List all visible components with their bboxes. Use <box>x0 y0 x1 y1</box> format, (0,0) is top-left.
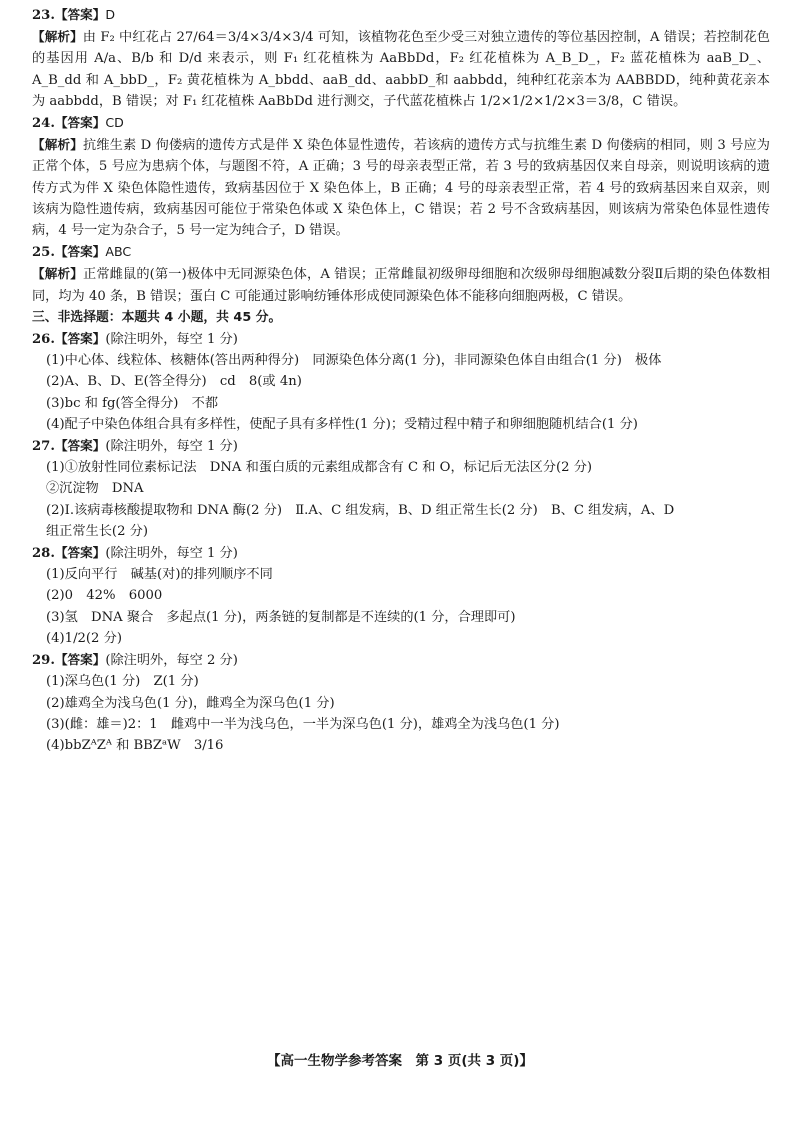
question-29-lines <box>32 671 770 756</box>
question-number: 23. <box>32 8 55 23</box>
analysis-tag: 【解析】 <box>32 29 83 45</box>
question-25-analysis <box>32 263 770 306</box>
page-footer: 【高一生物学参考答案 第 3 页(共 3 页)】 <box>267 1053 533 1069</box>
question-26-lines <box>32 350 770 435</box>
question-23-analysis <box>32 26 770 112</box>
answer-line: (3)(雌：雄＝)2：1 雌鸡中一半为浅乌色，一半为深乌色(1 分)，雄鸡全为浅乌色(1 分) <box>46 716 560 732</box>
scoring-note: (除注明外，每空 1 分) <box>105 546 238 562</box>
answer-line: ②沉淀物 DNA <box>46 481 144 497</box>
question-number: 28. <box>32 546 55 562</box>
answer-value: CD <box>105 115 124 131</box>
answer-tag: 【答案】 <box>54 652 106 668</box>
answer-tag: 【答案】 <box>54 244 106 260</box>
answer-line: (1)①放射性同位素标记法 DNA 和蛋白质的元素组成都含有 C 和 O，标记后无法区分(2 分) <box>46 460 593 476</box>
question-24-analysis <box>32 134 770 241</box>
answer-line: (4)bbZᴬZᴬ 和 BBZᵃW 3/16 <box>46 737 224 753</box>
answer-line: (3)bc 和 fg(答全得分) 不都 <box>46 395 219 411</box>
answer-tag: 【答案】 <box>54 115 106 131</box>
answer-value: D <box>105 7 116 22</box>
question-23-answer <box>32 4 770 26</box>
answer-tag: 【答案】 <box>54 545 106 561</box>
question-24-answer <box>32 112 770 134</box>
answer-line: (2)Ⅰ.该病毒核酸提取物和 DNA 酶(2 分) Ⅱ.A、C 组发病，B、D 组正常生长(2 分) B、C 组发病，A、D <box>46 502 675 518</box>
question-27-answer <box>32 435 770 457</box>
question-number: 26. <box>32 332 55 348</box>
answer-line: (1)反向平行 碱基(对)的排列顺序不同 <box>46 567 273 583</box>
scoring-note: (除注明外，每空 1 分) <box>105 439 238 455</box>
analysis-text: 抗维生素 D 佝偻病的遗传方式是伴 X 染色体显性遗传，若该病的遗传方式与抗维生素 D 佝偻病的相同，则 3 号应为正常个体，5 号应为患病个体，与题图不符，A 正确；3 号的母亲表型正常，若 3 号的致病基因仅来自母亲，则说明该病的遗传方式为伴 X 染色体隐性遗传，致病基因位于 X 染色体上，B 正确；4 号的母亲表型正常，若 4 号的致病基因来自双亲，则该病为隐性遗传病，致病基因可能位于常染色体或 X 染色体上，C 错误；若 2 号不含致病基因，则该病为常染色体显性遗传病，4 号一定为杂合子，5 号一定为纯合子，D 错误。 <box>32 138 770 239</box>
question-number: 24. <box>32 116 55 132</box>
question-number: 25. <box>32 245 55 261</box>
answer-line: (4)1/2(2 分) <box>46 630 122 646</box>
answer-line: 组正常生长(2 分) <box>46 523 148 539</box>
answer-line: (2)A、B、D、E(答全得分) cd 8(或 4n) <box>46 374 302 390</box>
answer-value: ABC <box>105 244 132 260</box>
answer-tag: 【答案】 <box>54 438 106 454</box>
answer-tag: 【答案】 <box>54 7 106 22</box>
question-26-answer <box>32 328 770 350</box>
answer-line: (2)0 42% 6000 <box>46 588 163 604</box>
analysis-text: 正常雌鼠的(第一)极体中无同源染色体，A 错误；正常雌鼠初级卵母细胞和次级卵母细胞减数分裂Ⅱ后期的染色体数相同，均为 40 条，B 错误；蛋白 C 可能通过影响纺锤体形成使同源染色体不能移向细胞两极，C 错误。 <box>32 267 770 304</box>
analysis-text: 由 F₂ 中红花占 27/64＝3/4×3/4×3/4 可知，该植物花色至少受三对独立遗传的等位基因控制，A 错误；若控制花色的基因用 A/a、B/b 和 D/d 来表示，则 F₁ 红花植株为 AaBbDd，F₂ 红花植株为 A_B_D_，F₂ 蓝花植株为 aaB_D_、A_B_dd 和 A_bbD_，F₂ 黄花植株为 A_bbdd、aaB_dd、aabbD_和 aabbdd，纯种红花亲本为 AABBDD，纯种黄花亲本为 aabbdd，B 错误；对 F₁ 红花植株 AaBbDd 进行测交，子代蓝花植株占 1/2×1/2×1/2×3＝3/8，C 错误。 <box>32 30 770 109</box>
analysis-tag: 【解析】 <box>32 137 83 153</box>
question-29-answer <box>32 649 770 671</box>
section-heading: 三、非选择题：本题共 4 小题，共 45 分。 <box>32 309 282 325</box>
answer-tag: 【答案】 <box>54 331 106 347</box>
question-28-answer <box>32 542 770 564</box>
answer-line: (2)雄鸡全为浅乌色(1 分)，雌鸡全为深乌色(1 分) <box>46 695 335 711</box>
answer-line: (3)氢 DNA 聚合 多起点(1 分)，两条链的复制都是不连续的(1 分，合理即可) <box>46 609 516 625</box>
question-27-lines <box>32 457 770 542</box>
scoring-note: (除注明外，每空 2 分) <box>105 653 238 669</box>
answer-line: (1)深乌色(1 分) Z(1 分) <box>46 674 199 690</box>
question-28-lines <box>32 564 770 649</box>
analysis-tag: 【解析】 <box>32 266 83 282</box>
answer-page <box>32 4 770 756</box>
answer-line: (4)配子中染色体组合具有多样性，使配子具有多样性(1 分)；受精过程中精子和卵细胞随机结合(1 分) <box>46 416 638 432</box>
scoring-note: (除注明外，每空 1 分) <box>105 332 238 348</box>
question-25-answer <box>32 241 770 263</box>
answer-line: (1)中心体、线粒体、核糖体(答出两种得分) 同源染色体分离(1 分)，非同源染色体自由组合(1 分) 极体 <box>46 353 662 369</box>
question-number: 27. <box>32 439 55 455</box>
question-number: 29. <box>32 653 55 669</box>
